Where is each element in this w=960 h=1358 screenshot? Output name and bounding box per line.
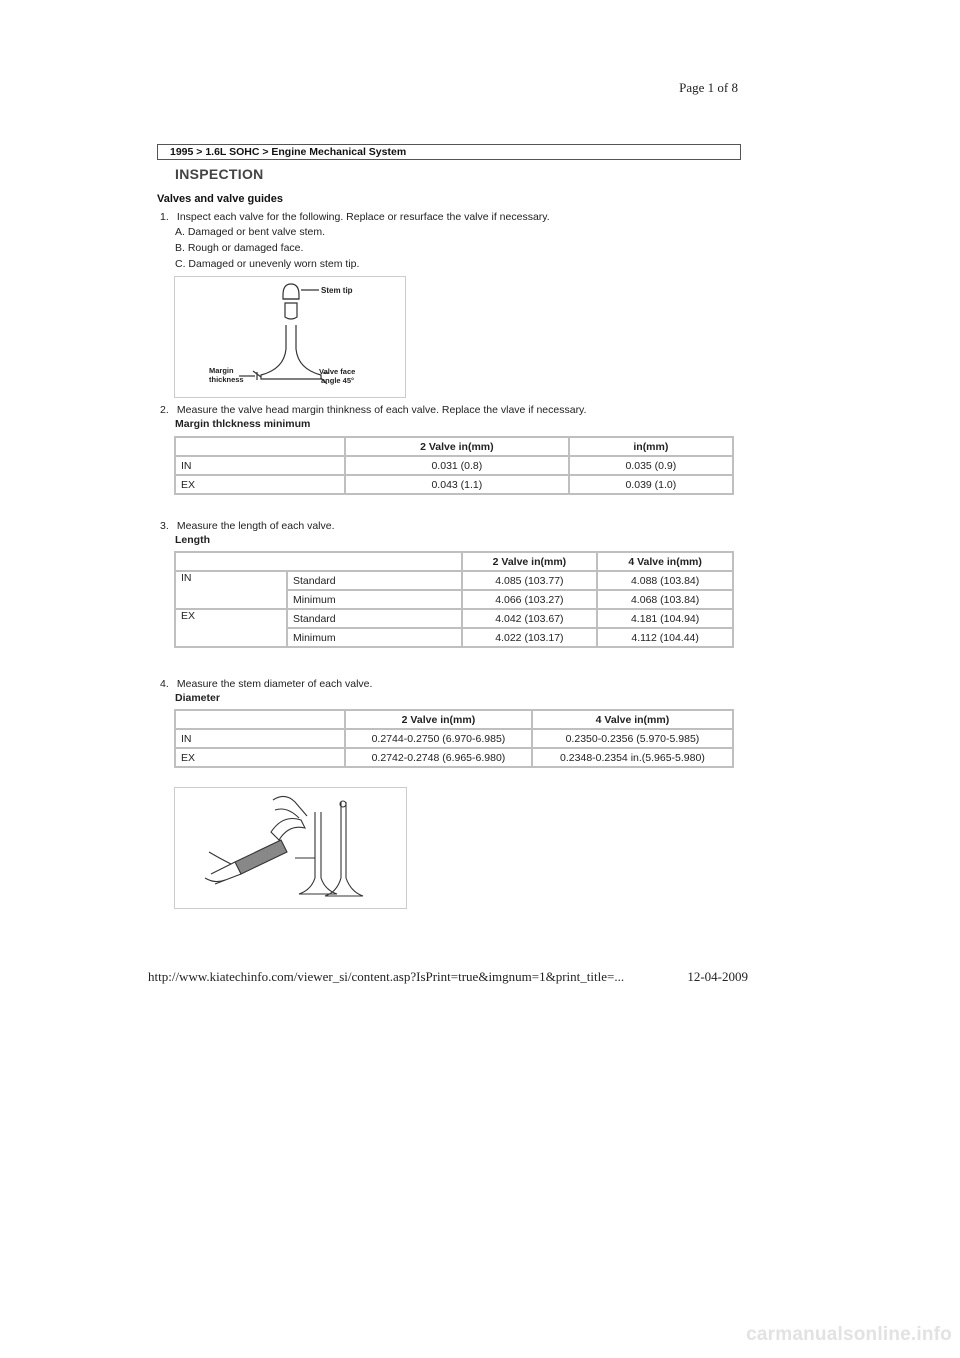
table-cell: 4.042 (103.67) xyxy=(462,609,598,628)
table-cell: 0.039 (1.0) xyxy=(569,475,733,494)
table-cell: 4.112 (104.44) xyxy=(597,628,733,647)
table-header: 4 Valve in(mm) xyxy=(597,552,733,571)
step-1-item-c: C. Damaged or unevenly worn stem tip. xyxy=(175,258,360,270)
label-face-angle: angle 45° xyxy=(321,376,355,385)
step-4 xyxy=(160,678,372,690)
table-cell: Standard xyxy=(287,571,462,590)
table-cell: 0.043 (1.1) xyxy=(345,475,569,494)
table-cell: Minimum xyxy=(287,628,462,647)
micrometer-illustration xyxy=(175,788,406,908)
diameter-label: Diameter xyxy=(175,692,220,704)
label-margin: Margin xyxy=(209,366,234,375)
table-row xyxy=(175,475,733,494)
subheading: Valves and valve guides xyxy=(157,193,283,205)
table-cell: 0.2744-0.2750 (6.970-6.985) xyxy=(345,729,532,748)
step-number: 1. xyxy=(160,211,169,223)
micrometer-figure xyxy=(174,787,407,909)
valve-diagram xyxy=(175,277,405,397)
step-text: Inspect each valve for the following. Replace or resurface the valve if necessary. xyxy=(176,211,550,223)
table-row xyxy=(175,748,733,767)
breadcrumb: 1995 > 1.6L SOHC > Engine Mechanical System xyxy=(157,144,741,160)
step-1-item-b: B. Rough or damaged face. xyxy=(175,242,304,254)
table-header: 4 Valve in(mm) xyxy=(532,710,733,729)
table-cell: 0.031 (0.8) xyxy=(345,456,569,475)
table-cell: 0.2350-0.2356 (5.970-5.985) xyxy=(532,729,733,748)
step-number: 4. xyxy=(160,678,169,690)
table-cell: EX xyxy=(175,609,287,647)
table-cell: IN xyxy=(175,571,287,609)
step-2 xyxy=(160,404,586,416)
section-title: INSPECTION xyxy=(175,166,264,182)
step-1-item-a: A. Damaged or bent valve stem. xyxy=(175,226,325,238)
table-row xyxy=(175,456,733,475)
length-label: Length xyxy=(175,534,210,546)
table-cell: 4.088 (103.84) xyxy=(597,571,733,590)
step-text: Measure the valve head margin thinkness of each valve. Replace the vlave if necessary. xyxy=(176,404,587,416)
step-text: Measure the length of each valve. xyxy=(176,520,335,532)
table-header: 2 Valve in(mm) xyxy=(345,437,569,456)
table-cell: 4.085 (103.77) xyxy=(462,571,598,590)
page-number: Page 1 of 8 xyxy=(679,80,738,95)
table-cell: Standard xyxy=(287,609,462,628)
table-cell: Minimum xyxy=(287,590,462,609)
margin-thickness-table xyxy=(174,436,734,495)
table-cell: 0.035 (0.9) xyxy=(569,456,733,475)
table-cell: 0.2348-0.2354 in.(5.965-5.980) xyxy=(532,748,733,767)
label-valve-face: Valve face xyxy=(319,367,356,376)
table-row xyxy=(175,609,733,628)
table-header xyxy=(175,710,345,729)
step-number: 3. xyxy=(160,520,169,532)
footer-url: http://www.kiatechinfo.com/viewer_si/content.asp?IsPrint=true&imgnum=1&print_title=... xyxy=(148,969,625,984)
table-header: in(mm) xyxy=(569,437,733,456)
table-header: 2 Valve in(mm) xyxy=(462,552,598,571)
table-header: 2 Valve in(mm) xyxy=(345,710,532,729)
table-cell: 4.066 (103.27) xyxy=(462,590,598,609)
margin-thickness-label: Margin thlckness minimum xyxy=(175,418,311,430)
footer-date: 12-04-2009 xyxy=(687,969,748,984)
table-header-row xyxy=(175,710,733,729)
table-cell: EX xyxy=(175,475,345,494)
step-3 xyxy=(160,520,335,532)
table-cell: 4.022 (103.17) xyxy=(462,628,598,647)
table-header xyxy=(175,437,345,456)
step-text: Measure the stem diameter of each valve. xyxy=(176,678,373,690)
table-cell: EX xyxy=(175,748,345,767)
step-number: 2. xyxy=(160,404,169,416)
table-cell: 4.068 (103.84) xyxy=(597,590,733,609)
length-table xyxy=(174,551,734,648)
table-header-row xyxy=(175,552,733,571)
table-row xyxy=(175,571,733,590)
label-thickness: thickness xyxy=(209,375,244,384)
table-header-row xyxy=(175,437,733,456)
table-cell: IN xyxy=(175,456,345,475)
diameter-table xyxy=(174,709,734,768)
table-row xyxy=(175,729,733,748)
valve-diagram-figure xyxy=(174,276,406,398)
table-header xyxy=(175,552,462,571)
table-cell: IN xyxy=(175,729,345,748)
step-1 xyxy=(160,211,550,223)
table-cell: 4.181 (104.94) xyxy=(597,609,733,628)
table-cell: 0.2742-0.2748 (6.965-6.980) xyxy=(345,748,532,767)
label-stem-tip: Stem tip xyxy=(321,286,353,295)
watermark: carmanualsonline.info xyxy=(746,1324,952,1345)
